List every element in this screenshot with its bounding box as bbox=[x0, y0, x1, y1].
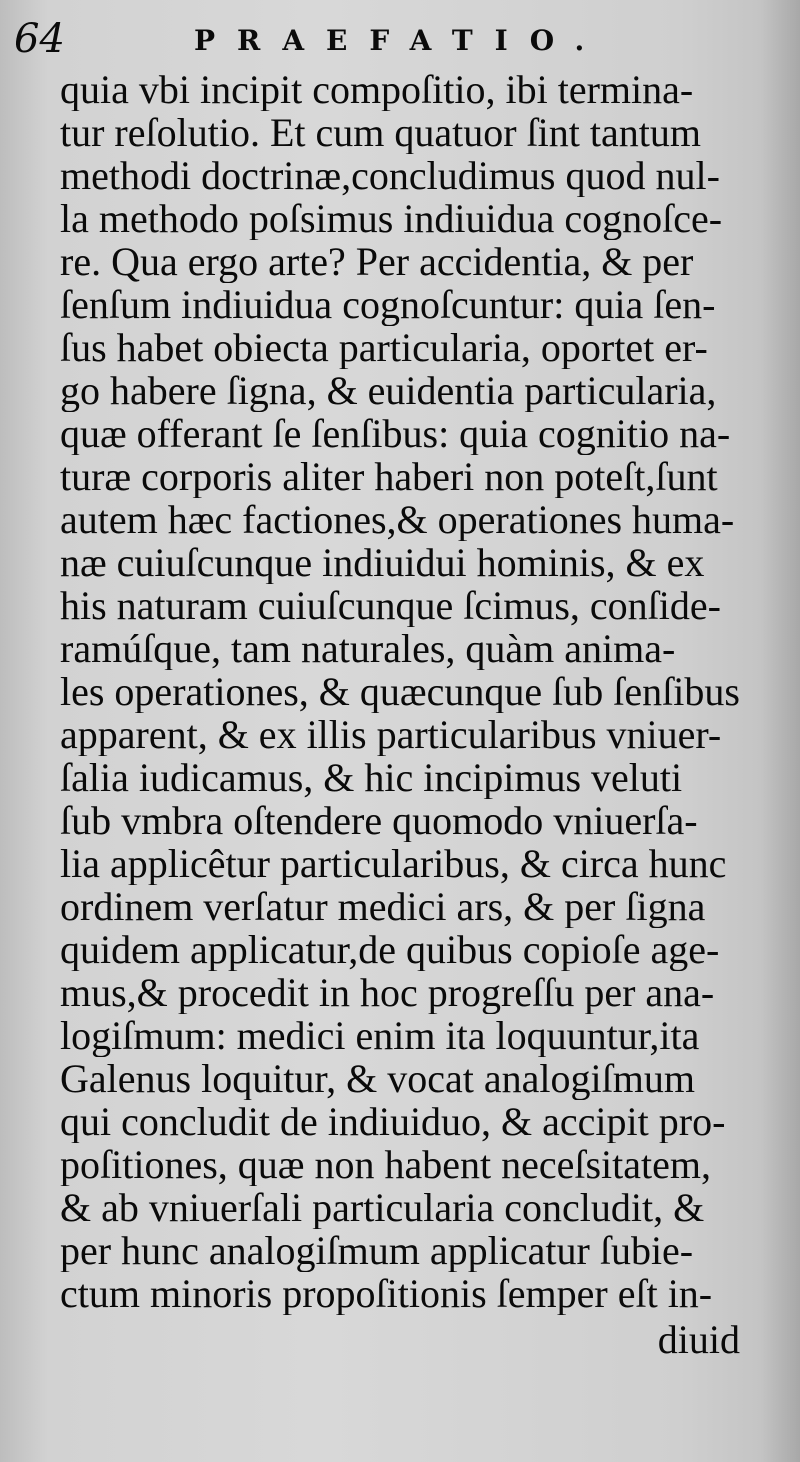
text-line: ramúſque, tam naturales, quàm anima- bbox=[60, 627, 676, 670]
text-line: ctum minoris propoſitionis ſemper eſt in- bbox=[60, 1272, 713, 1315]
text-line: næ cuiuſcunque indiuidui hominis, & ex bbox=[60, 541, 705, 584]
text-line: apparent, & ex illis particularibus vniuer- bbox=[60, 713, 722, 756]
text-line: quidem applicatur,de quibus copioſe age- bbox=[60, 928, 720, 971]
text-line: methodi doctrinæ,concludimus quod nul- bbox=[60, 154, 720, 197]
text-line: mus,& procedit in hoc progreſſu per ana- bbox=[60, 971, 715, 1014]
text-line: ſus habet obiecta particularia, oportet er- bbox=[60, 326, 708, 369]
text-line: go habere ſigna, & euidentia particularia, bbox=[60, 369, 717, 412]
body-text bbox=[60, 68, 740, 1315]
catchword: diuid bbox=[657, 1317, 740, 1362]
text-line: qui concludit de indiuiduo, & accipit pro- bbox=[60, 1100, 726, 1143]
text-line: turæ corporis aliter haberi non poteſt,ſunt bbox=[60, 455, 718, 498]
catchword-row bbox=[60, 1318, 740, 1366]
text-line: la methodo poſsimus indiuidua cognoſce- bbox=[60, 197, 723, 240]
text-line: poſitiones, quæ non habent neceſsitatem, bbox=[60, 1143, 711, 1186]
text-line: Galenus loquitur, & vocat analogiſmum bbox=[60, 1057, 695, 1100]
text-line: lia applicêtur particularibus, & circa hunc bbox=[60, 842, 727, 885]
text-line: ordinem verſatur medici ars, & per ſigna bbox=[60, 885, 706, 928]
text-line: quæ offerant ſe ſenſibus: quia cognitio na- bbox=[60, 412, 731, 455]
text-line: & ab vniuerſali particularia concludit, & bbox=[60, 1186, 705, 1229]
page-edge-shadow bbox=[760, 0, 800, 1462]
text-line: autem hæc factiones,& operationes huma- bbox=[60, 498, 735, 541]
text-line: tur reſolutio. Et cum quatuor ſint tantum bbox=[60, 111, 701, 154]
page-number: 64 bbox=[14, 16, 65, 62]
text-line: ſub vmbra oſtendere quomodo vniuerſa- bbox=[60, 799, 698, 842]
page-header bbox=[14, 10, 734, 70]
text-line: les operationes, & quæcunque ſub ſenſibus bbox=[60, 670, 740, 713]
text-line: logiſmum: medici enim ita loquuntur,ita bbox=[60, 1014, 700, 1057]
text-line: quia vbi incipit compoſitio, ibi termina- bbox=[60, 68, 694, 111]
text-line: ſalia iudicamus, & hic incipimus veluti bbox=[60, 756, 683, 799]
text-line: per hunc analogiſmum applicatur ſubie- bbox=[60, 1229, 694, 1272]
text-line: ſenſum indiuidua cognoſcuntur: quia ſen- bbox=[60, 283, 716, 326]
text-line: re. Qua ergo arte? Per accidentia, & per bbox=[60, 240, 694, 283]
text-line: his naturam cuiuſcunque ſcimus, conſide- bbox=[60, 584, 721, 627]
running-head: PRAEFATIO. bbox=[194, 24, 607, 57]
